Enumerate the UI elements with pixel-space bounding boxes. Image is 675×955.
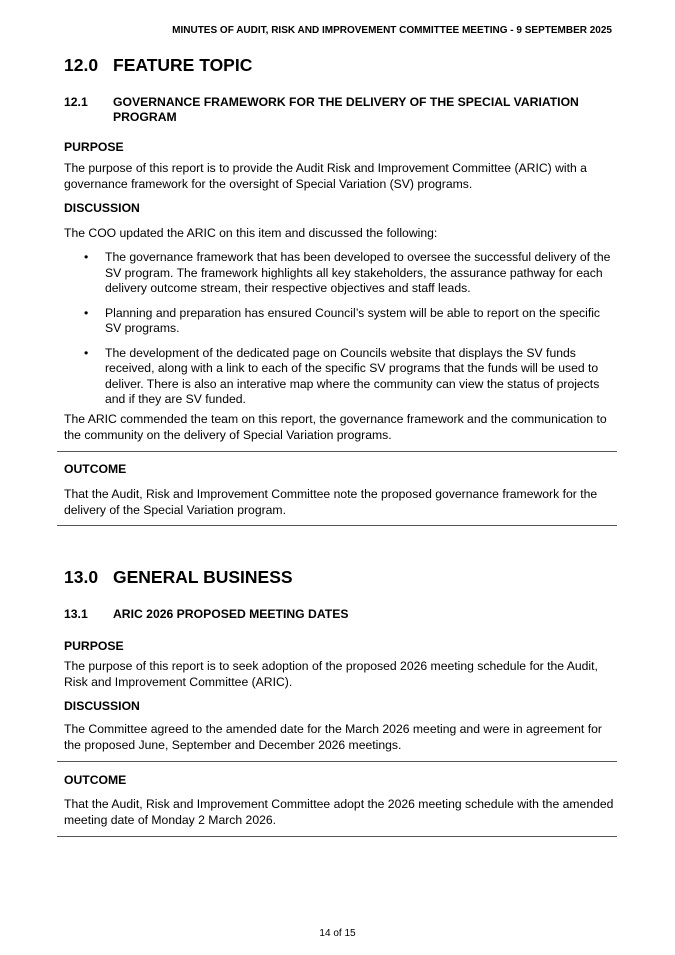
bullet-text: Planning and preparation has ensured Council’s system will be able to report on the specific SV programs. — [105, 305, 601, 335]
discussion-bullet-list — [64, 250, 616, 417]
divider — [57, 836, 617, 837]
outcome-text: That the Audit, Risk and Improvement Committee adopt the 2026 meeting schedule with the amended meeting date of Monday 2 March 2026. — [64, 797, 614, 827]
bullet-item — [64, 250, 616, 297]
page-number: 14 of 15 — [319, 928, 356, 939]
purpose-heading: PURPOSE — [64, 140, 124, 154]
bullet-icon: • — [84, 345, 89, 360]
item-title: ARIC 2026 PROPOSED MEETING DATES — [113, 607, 349, 621]
purpose-text: The purpose of this report is to seek adoption of the proposed 2026 meeting schedule for the Audit, Risk and Improvement Committee (ARIC). — [64, 659, 598, 689]
section-number: 12.0 — [64, 55, 99, 75]
bullet-item — [64, 346, 616, 408]
outcome-text: That the Audit, Risk and Improvement Committee note the proposed governance framework for the delivery of the Special Variation program. — [64, 487, 598, 517]
item-title: GOVERNANCE FRAMEWORK FOR THE DELIVERY OF THE SPECIAL VARIATION PROGRAM — [113, 95, 579, 124]
section-title: FEATURE TOPIC — [113, 55, 253, 75]
outcome-heading: OUTCOME — [64, 773, 127, 787]
discussion-heading: DISCUSSION — [64, 201, 140, 215]
discussion-closing: The ARIC commended the team on this report, the governance framework and the communication to the community on the delivery of Special Variation programs. — [64, 412, 607, 442]
item-heading-13-1 — [64, 607, 604, 622]
bullet-item — [64, 306, 616, 337]
purpose-heading: PURPOSE — [64, 639, 124, 653]
discussion-text: The Committee agreed to the amended date for the March 2026 meeting and were in agreement for the proposed June, September and December 2026 meetings. — [64, 722, 602, 752]
divider — [57, 451, 617, 452]
divider — [57, 525, 617, 526]
item-number: 12.1 — [64, 95, 88, 109]
outcome-heading: OUTCOME — [64, 462, 127, 476]
section-number: 13.0 — [64, 567, 99, 587]
purpose-text: The purpose of this report is to provide the Audit Risk and Improvement Committee (ARIC) with a governance framework for the oversight of Special Variation (SV) programs. — [64, 161, 587, 191]
running-header: MINUTES OF AUDIT, RISK AND IMPROVEMENT COMMITTEE MEETING - 9 SEPTEMBER 2025 — [172, 25, 612, 36]
section-heading-13 — [64, 567, 293, 588]
discussion-heading: DISCUSSION — [64, 699, 140, 713]
bullet-text: The governance framework that has been developed to oversee the successful delivery of the SV program. The framework highlights all key stakeholders, the assurance pathway for each delivery outcome stream, their respective objectives and staff leads. — [105, 250, 611, 295]
item-heading-12-1 — [64, 95, 604, 125]
divider — [57, 761, 617, 762]
item-number: 13.1 — [64, 607, 88, 621]
section-heading-12 — [64, 55, 252, 76]
bullet-icon: • — [84, 250, 89, 264]
section-title: GENERAL BUSINESS — [113, 567, 293, 587]
discussion-intro: The COO updated the ARIC on this item and discussed the following: — [64, 226, 438, 240]
bullet-icon: • — [84, 305, 89, 320]
bullet-text: The development of the dedicated page on Councils website that displays the SV funds received, along with a link to each of the specific SV programs that the funds will be used to deliver. There is also an interative map where the community can view the status of projects and if they are SV funded. — [105, 345, 600, 406]
